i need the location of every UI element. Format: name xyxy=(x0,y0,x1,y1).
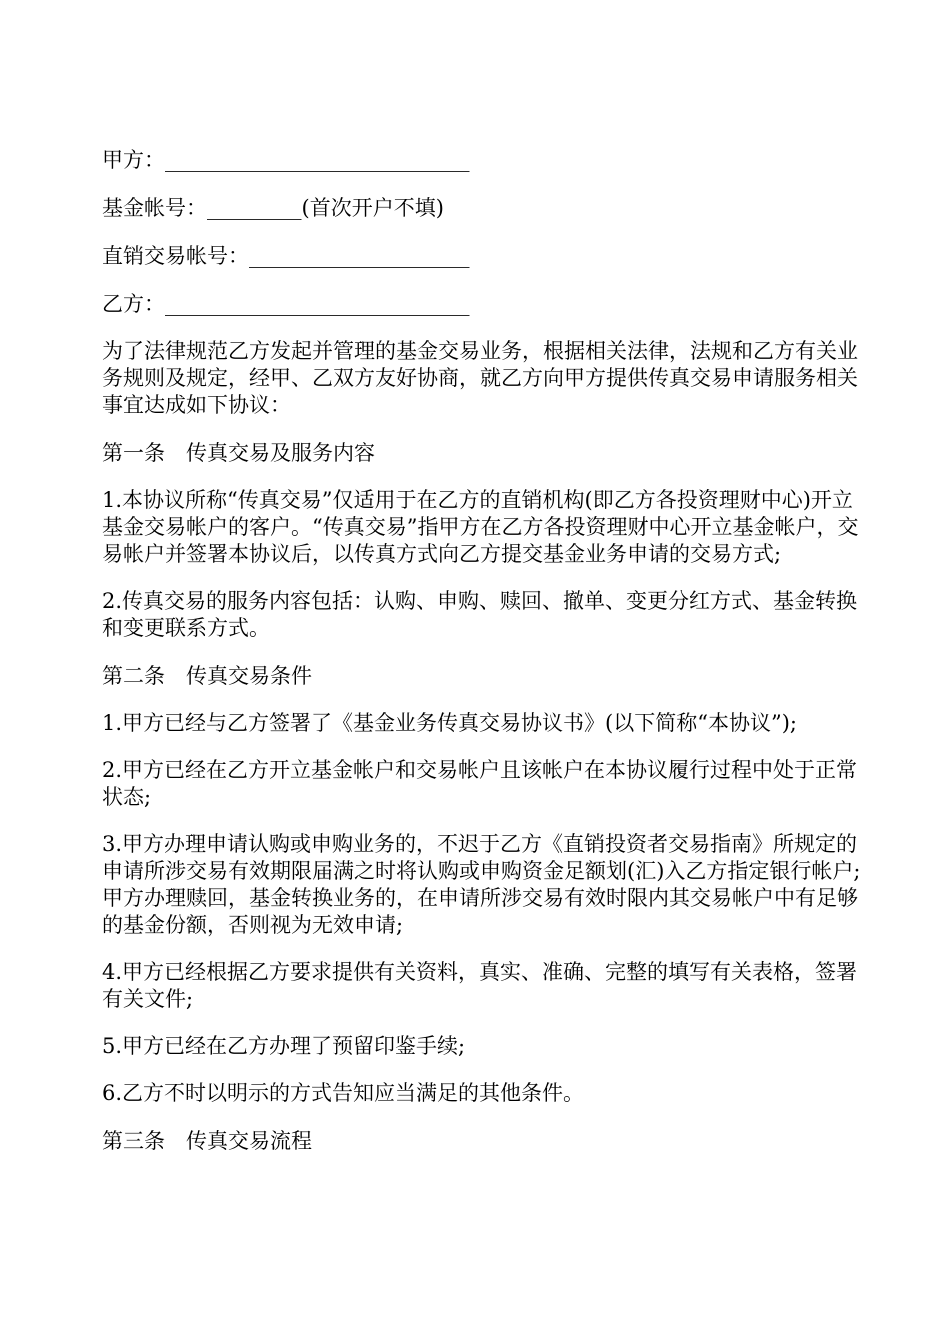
article-2-item-2: 2.甲方已经在乙方开立基金帐户和交易帐户且该帐户在本协议履行过程中处于正常状态; xyxy=(102,758,858,809)
fund-account-field: 基金帐号：_________(首次开户不填) xyxy=(102,196,444,220)
intro-paragraph: 为了法律规范乙方发起并管理的基金交易业务，根据相关法律，法规和乙方有关业务规则及规定，经甲、乙双方友好协商，就乙方向甲方提供传真交易申请服务相关事宜达成如下协议： xyxy=(102,339,858,417)
party-b-field: 乙方：_____________________________ xyxy=(102,292,470,316)
article-3-title: 第三条 传真交易流程 xyxy=(102,1129,312,1153)
article-2-item-5: 5.甲方已经在乙方办理了预留印鉴手续; xyxy=(102,1034,466,1058)
article-2-item-4: 4.甲方已经根据乙方要求提供有关资料，真实、准确、完整的填写有关表格，签署有关文件; xyxy=(102,960,858,1011)
party-a-field: 甲方：_____________________________ xyxy=(102,148,470,172)
article-2-title: 第二条 传真交易条件 xyxy=(102,664,312,688)
article-1-item-2: 2.传真交易的服务内容包括：认购、申购、赎回、撤单、变更分红方式、基金转换和变更联系方式。 xyxy=(102,589,858,640)
article-2-item-1: 1.甲方已经与乙方签署了《基金业务传真交易协议书》(以下简称“本协议”); xyxy=(102,711,797,735)
agreement-page xyxy=(102,146,862,1175)
article-1-item-1: 1.本协议所称“传真交易”仅适用于在乙方的直销机构(即乙方各投资理财中心)开立基金交易帐户的客户。“传真交易”指甲方在乙方各投资理财中心开立基金帐户，交易帐户并签署本协议后，以传真方式向乙方提交基金业务申请的交易方式; xyxy=(102,488,859,566)
direct-account-field: 直销交易帐号：_____________________ xyxy=(102,244,470,268)
article-2-item-6: 6.乙方不时以明示的方式告知应当满足的其他条件。 xyxy=(102,1081,585,1105)
article-2-item-3: 3.甲方办理申请认购或申购业务的，不迟于乙方《直销投资者交易指南》所规定的申请所涉交易有效期限届满之时将认购或申购资金足额划(汇)入乙方指定银行帐户;甲方办理赎回，基金转换业务的，在申请所涉交易有效时限内其交易帐户中有足够的基金份额，否则视为无效申请; xyxy=(102,832,861,937)
article-1-title: 第一条 传真交易及服务内容 xyxy=(102,441,375,465)
